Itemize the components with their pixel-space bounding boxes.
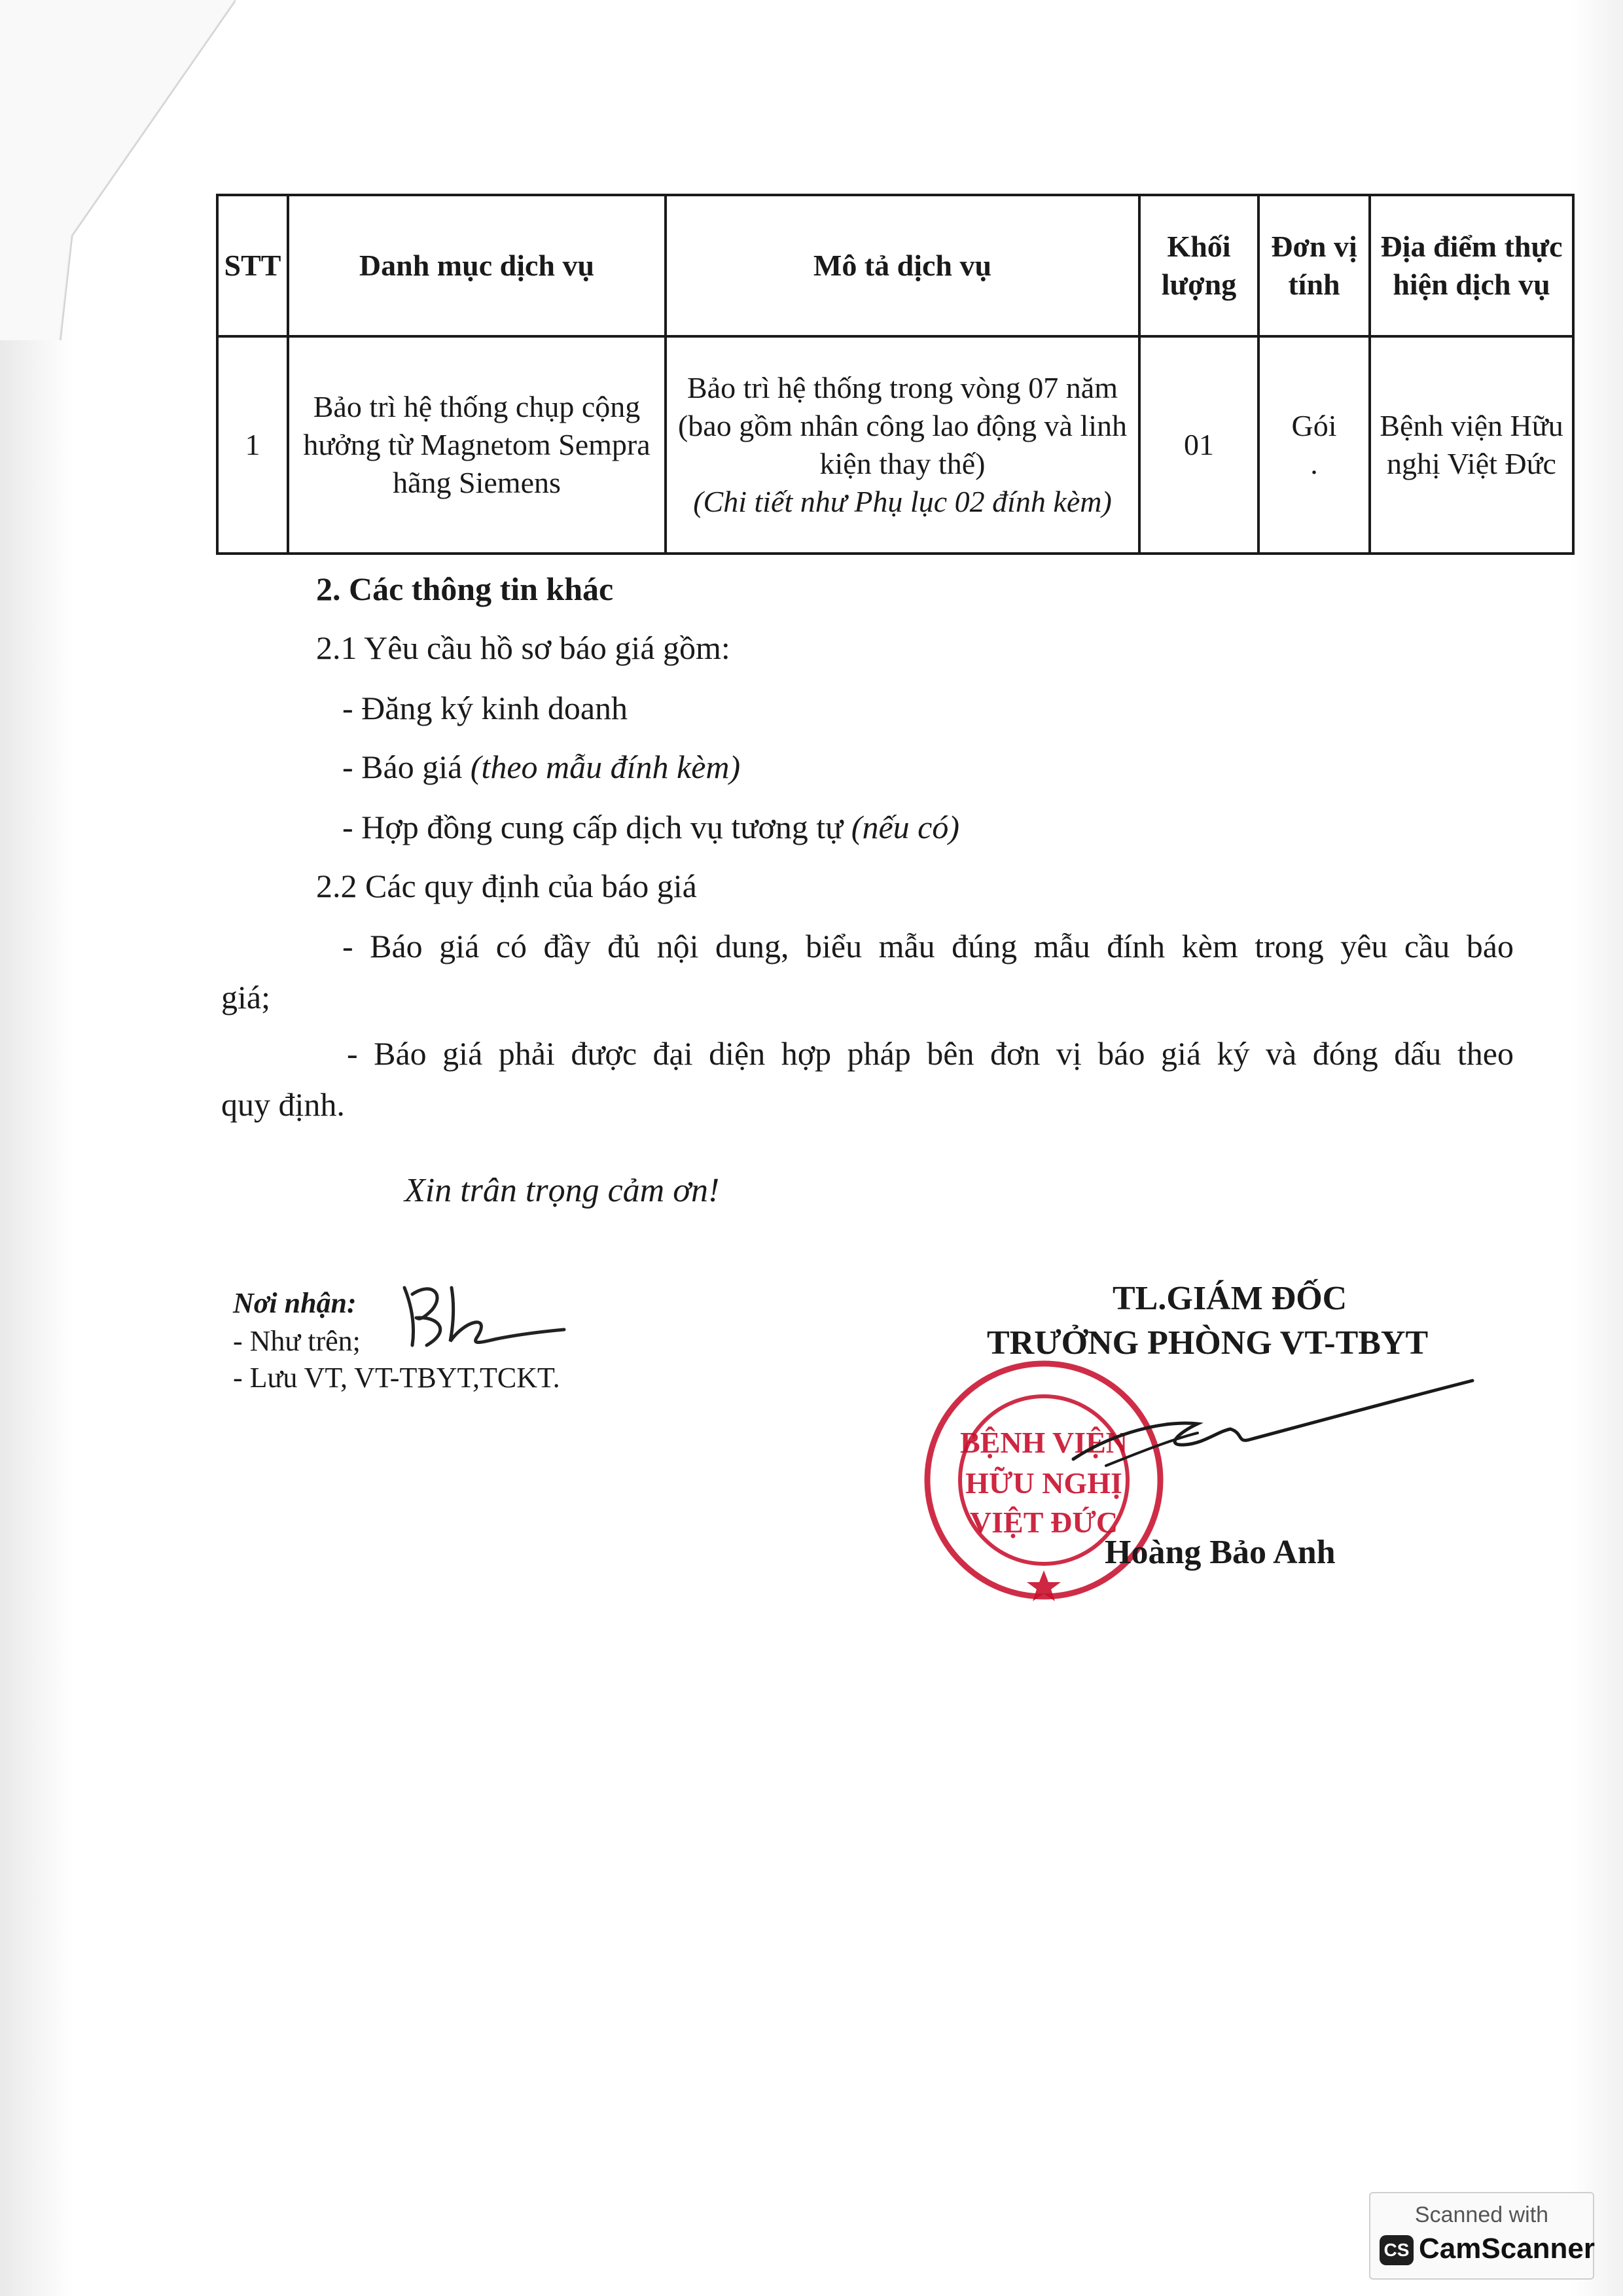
svg-text:BỆNH VIỆN: BỆNH VIỆN [959, 1426, 1128, 1459]
subsection-2-1-title: 2.1 Yêu cầu hồ sơ báo giá gồm: [316, 629, 730, 666]
header-location: Địa điểm thực hiện dịch vụ [1370, 195, 1573, 336]
cell-unit [1258, 336, 1370, 554]
services-table [216, 194, 1575, 555]
rule-1-line-2: giá; [221, 979, 270, 1016]
rule-1-line-1: - Báo giá có đầy đủ nội dung, biểu mẫu đúng mẫu đính kèm trong yêu cầu báo [342, 928, 1514, 964]
description-note: (Chi tiết như Phụ lục 02 đính kèm) [693, 485, 1112, 518]
svg-text:HỮU NGHỊ: HỮU NGHỊ [965, 1466, 1122, 1500]
cell-service-name: Bảo trì hệ thống chụp cộng hưởng từ Magnetom Sempra hãng Siemens [288, 336, 666, 554]
header-service-description: Mô tả dịch vụ [666, 195, 1139, 336]
requirement-item-3-note: (nếu có) [851, 809, 959, 845]
cell-quantity: 01 [1139, 336, 1258, 554]
header-stt: STT [217, 195, 288, 336]
initials-signature-mark [393, 1268, 569, 1360]
header-service-name: Danh mục dịch vụ [288, 195, 666, 336]
signatory-name: Hoàng Bảo Anh [1105, 1534, 1336, 1571]
section-title: 2. Các thông tin khác [316, 571, 614, 607]
thanks-line: Xin trân trọng cảm ơn! [404, 1172, 720, 1209]
cell-service-description [666, 336, 1139, 554]
header-quantity: Khối lượng [1139, 195, 1258, 336]
rule-2-line-2: quy định. [221, 1086, 345, 1123]
requirement-item-2-note: (theo mẫu đính kèm) [470, 749, 741, 785]
watermark-top-text: Scanned with [1414, 2202, 1549, 2227]
table-row [217, 336, 1573, 554]
requirement-item-2 [342, 746, 740, 788]
cell-location: Bệnh viện Hữu nghị Việt Đức [1370, 336, 1573, 554]
table-header-row [217, 195, 1573, 336]
subsection-2-2-title: 2.2 Các quy định của báo giá [316, 868, 697, 904]
recipients-label: Nơi nhận: [233, 1287, 357, 1319]
page-fold-shadow [0, 0, 236, 340]
requirement-item-1: - Đăng ký kinh doanh [342, 690, 628, 726]
recipients-line-1: - Như trên; [233, 1325, 361, 1357]
signatory-line-2: TRƯỞNG PHÒNG VT-TBYT [987, 1324, 1429, 1362]
svg-text:VIỆT ĐỨC: VIỆT ĐỨC [969, 1506, 1118, 1539]
director-signature [1034, 1361, 1479, 1492]
signatory-line-1: TL.GIÁM ĐỐC [1113, 1280, 1347, 1317]
requirement-item-3-text: - Hợp đồng cung cấp dịch vụ tương tự [342, 809, 851, 845]
recipients-line-2: - Lưu VT, VT-TBYT,TCKT. [233, 1362, 560, 1394]
camscanner-logo-icon: CS [1380, 2235, 1414, 2265]
requirement-item-2-text: - Báo giá [342, 749, 471, 785]
requirement-item-3 [342, 806, 959, 848]
unit-dot: . [1310, 447, 1318, 480]
rule-2-line-1: - Báo giá phải được đại diện hợp pháp bên đơn vị báo giá ký và đóng dấu theo [347, 1035, 1514, 1072]
watermark-brand-name: CamScanner [1419, 2233, 1596, 2265]
description-text: Bảo trì hệ thống trong vòng 07 năm (bao gồm nhân công lao động và linh kiện thay thế) [677, 371, 1128, 480]
camscanner-watermark [1369, 2192, 1594, 2280]
cell-stt: 1 [217, 336, 288, 554]
unit-text: Gói [1291, 409, 1337, 442]
header-unit: Đơn vị tính [1258, 195, 1370, 336]
